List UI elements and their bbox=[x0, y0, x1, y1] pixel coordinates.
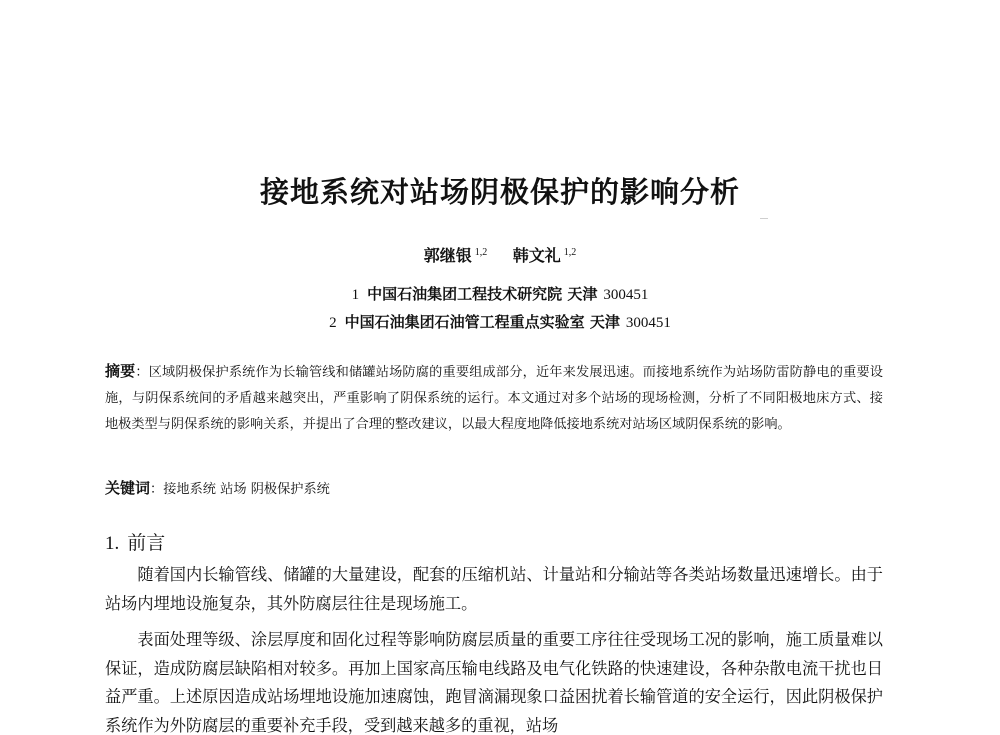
author-2 bbox=[513, 246, 577, 265]
affiliation-2-org: 中国石油集团石油管工程重点实验室 bbox=[344, 313, 585, 331]
scan-artifact-mark bbox=[760, 218, 768, 219]
keywords bbox=[105, 477, 883, 498]
affiliation-2-number: 2 bbox=[329, 315, 337, 331]
affiliation-1-number: 1 bbox=[351, 287, 360, 303]
author-1 bbox=[424, 246, 488, 265]
author-line bbox=[0, 243, 1000, 266]
affiliation-1-org: 中国石油集团工程技术研究院 bbox=[367, 285, 563, 303]
affiliation-2 bbox=[0, 311, 1000, 332]
body-paragraph-2: 表面处理等级、涂层厚度和固化过程等影响防腐层质量的重要工序往往受现场工况的影响，施工质量难以保证，造成防腐层缺陷相对较多。再加上国家高压输电线路及电气化铁路的快速建设，各种杂散电流干扰也日益严重。上述原因造成站场埋地设施加速腐蚀，跑冒滴漏现象口益困扰着长输管道的安全运行，因此阴极保护系统作为外防腐层的重要补充手段，受到越来越多的重视，站场 bbox=[105, 630, 883, 735]
body-text bbox=[105, 561, 883, 735]
paper-title: 接地系统对站场阴极保护的影响分析 bbox=[259, 175, 740, 209]
affiliation-1-city: 天津 bbox=[567, 285, 598, 303]
author-1-name: 郭继银 bbox=[423, 246, 472, 265]
author-2-name: 韩文礼 bbox=[512, 246, 561, 265]
body-paragraph-1: 随着国内长输管线、储罐的大量建设，配套的压缩机站、计量站和分输站等各类站场数量迅速增长。由于站场内埋地设施复杂，其外防腐层往往是现场施工。 bbox=[105, 565, 883, 613]
section-title: 前言 bbox=[127, 532, 166, 554]
author-1-affiliation-marker: 1,2 bbox=[474, 247, 488, 258]
section-heading bbox=[105, 528, 165, 555]
abstract-label: 摘要 bbox=[105, 362, 136, 380]
keywords-text: ：接地系统 站场 阴极保护系统 bbox=[150, 482, 330, 497]
author-2-affiliation-marker: 1,2 bbox=[563, 247, 577, 258]
affiliation-1-zip: 300451 bbox=[603, 287, 649, 303]
keywords-label: 关键词 bbox=[105, 479, 151, 497]
affiliation-1 bbox=[0, 283, 1000, 304]
affiliation-2-zip: 300451 bbox=[625, 315, 671, 331]
section-number: 1. bbox=[105, 533, 120, 554]
abstract-text: ：区域阴极保护系统作为长输管线和储罐站场防腐的重要组成部分，近年来发展迅速。而接地系统作为站场防雷防静电的重要设施，与阴保系统间的矛盾越来越突出，严重影响了阴保系统的运行。本文通过对多个站场的现场检测，分析了不同阳极地床方式、接地极类型与阴保系统的影响关系，并提出了合理的整改建议，以最大程度地降低接地系统对站场区域阴保系统的影响。 bbox=[105, 365, 883, 432]
abstract bbox=[105, 358, 883, 438]
affiliation-2-city: 天津 bbox=[589, 313, 620, 331]
